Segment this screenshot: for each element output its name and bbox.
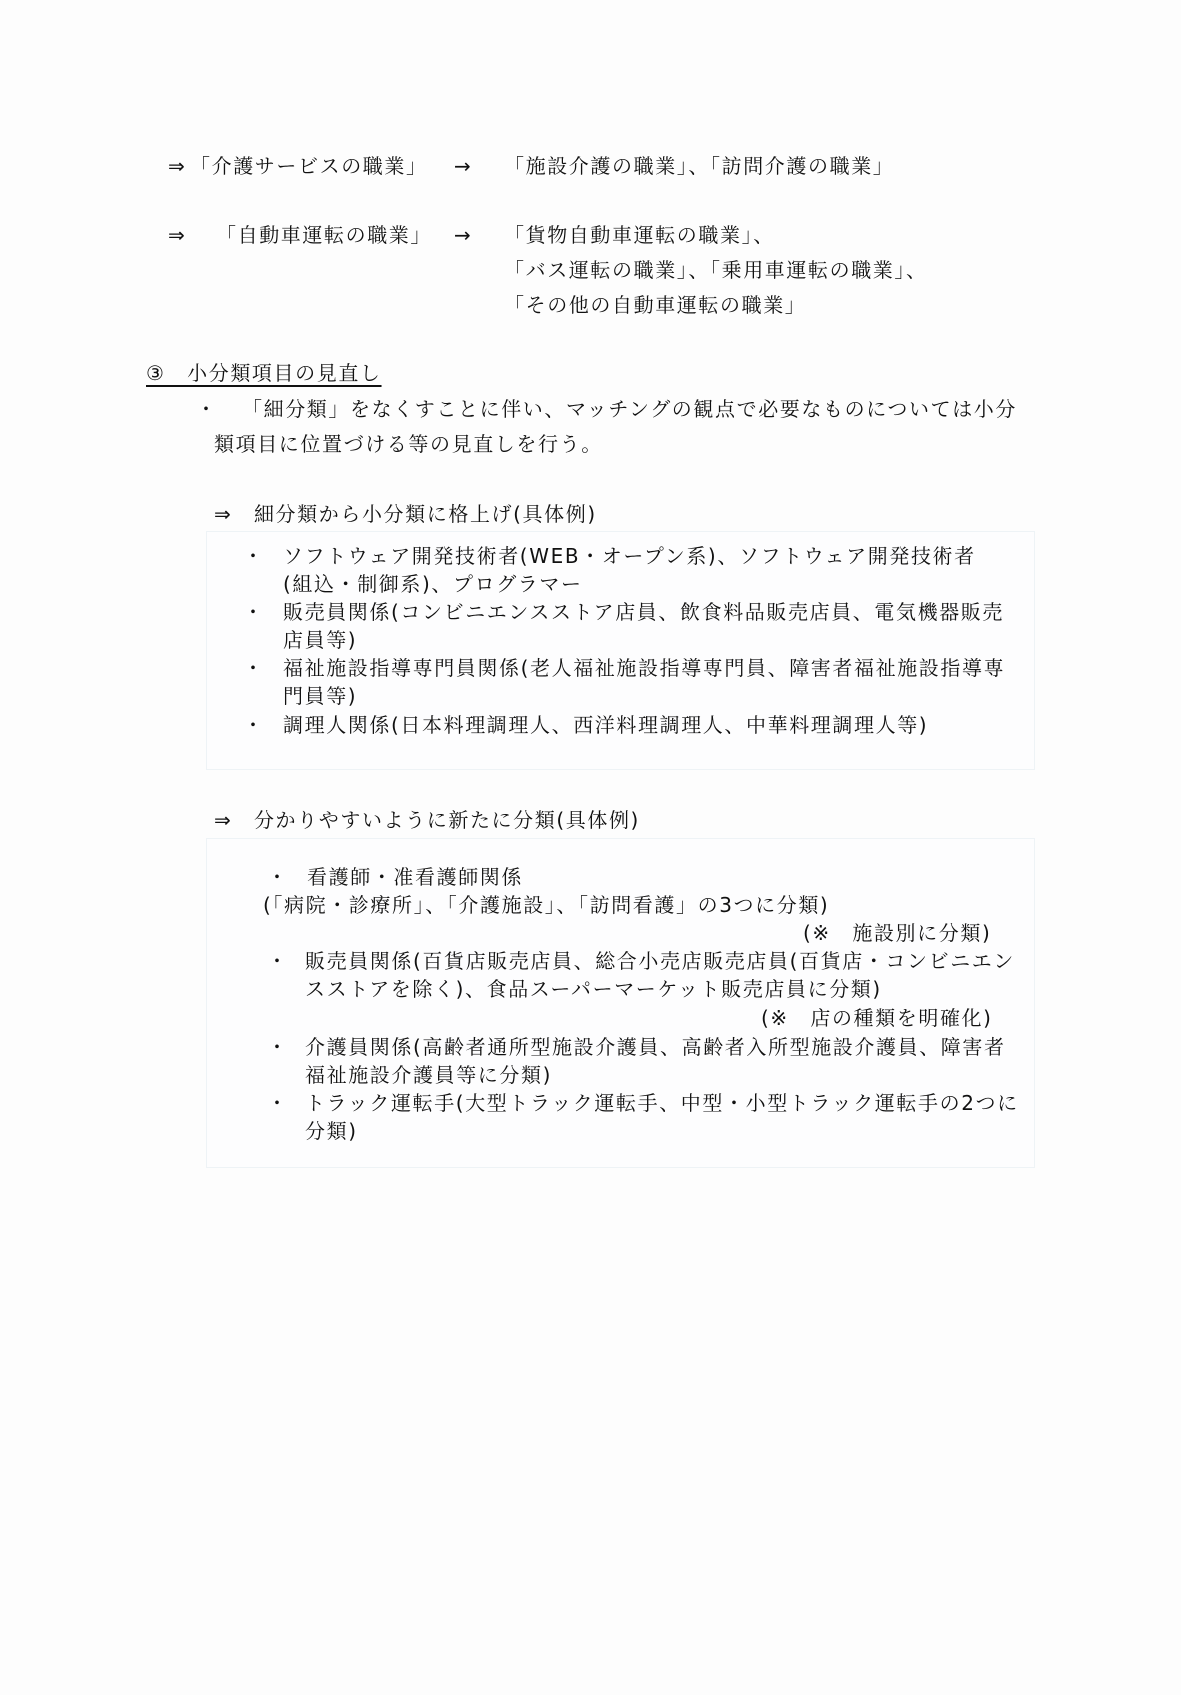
example-line: 調理人関係(日本料理調理人、西洋料理調理人、中華料理調理人等) xyxy=(283,713,929,737)
mapping-target: 「施設介護の職業」、「訪問介護の職業」 xyxy=(504,154,895,178)
upgrade-examples-box xyxy=(206,531,1035,770)
example-line: 販売員関係(コンビニエンスストア店員、飲食料品販売店員、電気機器販売 xyxy=(283,600,1005,624)
example-line: (組込・制御系)、プログラマー xyxy=(283,572,583,596)
example-line: スストアを除く)、食品スーパーマーケット販売店員に分類) xyxy=(305,977,882,1001)
bullet: ・ xyxy=(243,713,263,737)
example-line: 福祉施設介護員等に分類) xyxy=(305,1063,553,1087)
example-line: 店員等) xyxy=(283,628,358,652)
upgrade-title: ⇒ 細分類から小分類に格上げ(具体例) xyxy=(214,502,597,526)
bullet: ・ xyxy=(267,1035,287,1059)
example-line: 介護員関係(高齢者通所型施設介護員、高齢者入所型施設介護員、障害者 xyxy=(305,1035,1006,1059)
bullet: ・ xyxy=(243,600,263,624)
bullet: ・ xyxy=(243,544,263,568)
bullet: ・ xyxy=(243,656,263,680)
bullet: ・ xyxy=(196,397,216,421)
example-line: 看護師・准看護師関係 xyxy=(307,865,523,889)
implies-arrow: ⇒ xyxy=(168,223,187,247)
bullet: ・ xyxy=(267,1091,287,1115)
newcat-title: ⇒ 分かりやすいように新たに分類(具体例) xyxy=(214,808,640,832)
example-note: (※ 施設別に分類) xyxy=(803,921,992,945)
example-line: 分類) xyxy=(305,1119,358,1143)
bullet: ・ xyxy=(267,865,287,889)
paragraph-line: 「細分類」をなくすことに伴い、マッチングの観点で必要なものについては小分 xyxy=(242,397,1017,421)
mapping-target: 「バス運転の職業」、「乗用車運転の職業」、 xyxy=(504,258,928,282)
mapping-source: 「自動車運転の職業」 xyxy=(216,223,432,247)
implies-arrow: ⇒ xyxy=(168,154,187,178)
bullet: ・ xyxy=(267,949,287,973)
right-arrow: → xyxy=(454,154,473,178)
example-line: (「病院・診療所」、「介護施設」、「訪問看護」の3つに分類) xyxy=(263,893,830,917)
mapping-source: 「介護サービスの職業」 xyxy=(190,154,428,178)
example-line: トラック運転手(大型トラック運転手、中型・小型トラック運転手の2つに xyxy=(305,1091,1019,1115)
example-line: 福祉施設指導専門員関係(老人福祉施設指導専門員、障害者福祉施設指導専 xyxy=(283,656,1006,680)
right-arrow: → xyxy=(454,223,473,247)
example-line: 門員等) xyxy=(283,684,358,708)
section-heading: ③ 小分類項目の見直し xyxy=(146,361,382,385)
example-line: 販売員関係(百貨店販売店員、総合小売店販売店員(百貨店・コンビニエン xyxy=(305,949,1016,973)
newcat-examples-box xyxy=(206,838,1035,1168)
mapping-target: 「その他の自動車運転の職業」 xyxy=(504,293,807,317)
paragraph-line: 類項目に位置づける等の見直しを行う。 xyxy=(214,432,603,456)
example-line: ソフトウェア開発技術者(WEB・オープン系)、ソフトウェア開発技術者 xyxy=(283,544,976,568)
example-note: (※ 店の種類を明確化) xyxy=(761,1006,993,1030)
mapping-target: 「貨物自動車運転の職業」、 xyxy=(504,223,775,247)
